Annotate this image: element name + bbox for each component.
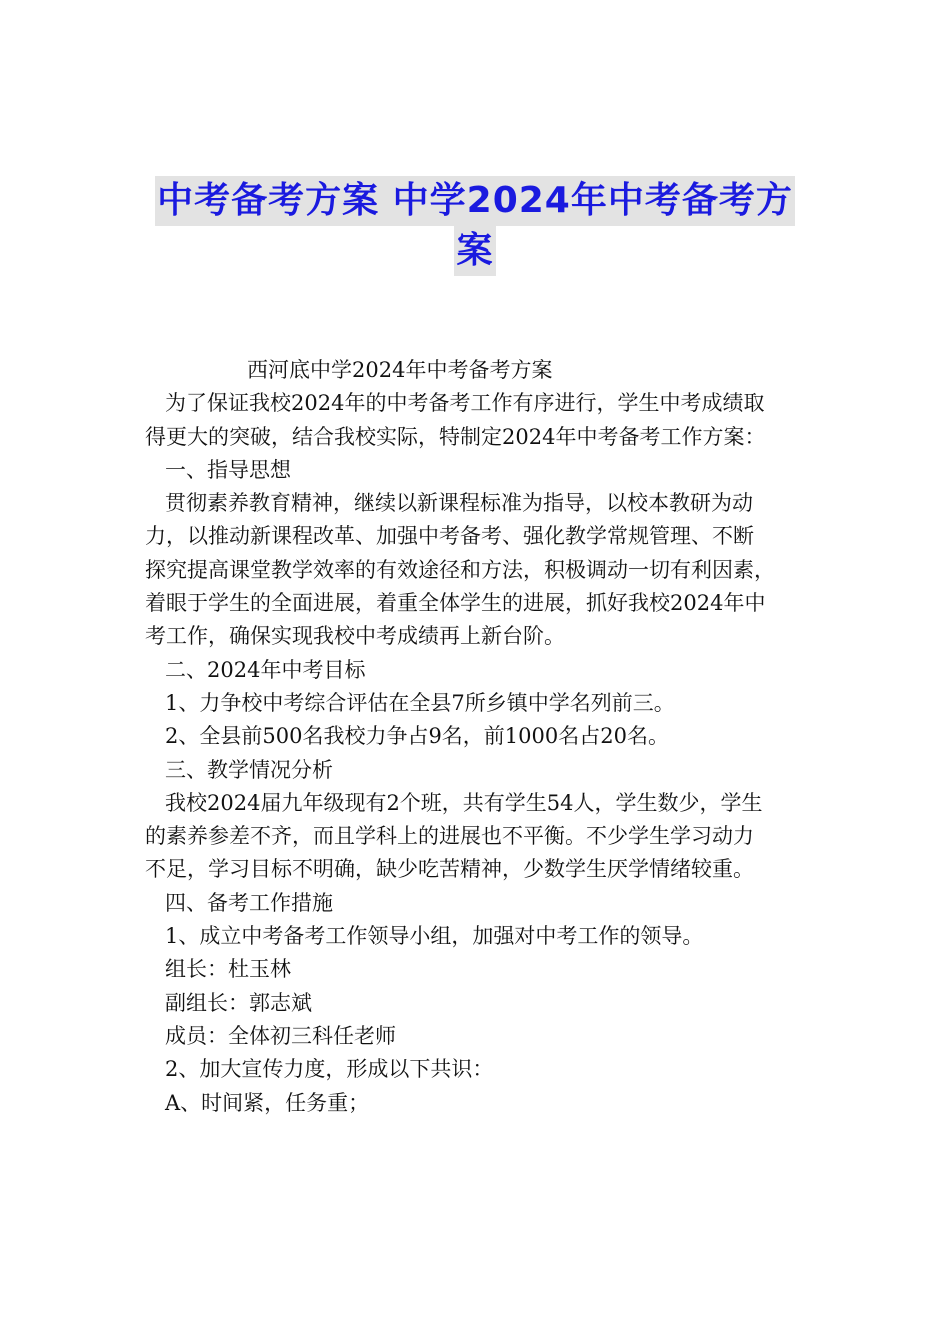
document-body [145, 354, 825, 1120]
paragraph-line: 二、2024年中考目标 [165, 657, 366, 682]
paragraph-line: 三、教学情况分析 [165, 757, 333, 782]
paragraph-line: 西河底中学2024年中考备考方案 [247, 358, 553, 382]
paragraph-line: 着眼于学生的全面进展，着重全体学生的进展，抓好我校2024年中 [145, 591, 766, 616]
document-title [0, 176, 950, 276]
paragraph-line: 探究提高课堂教学效率的有效途径和方法，积极调动一切有利因素， [145, 557, 775, 582]
paragraph-line: 为了保证我校2024年的中考备考工作有序进行，学生中考成绩取 [165, 391, 765, 416]
paragraph-line: 一、指导思想 [165, 457, 291, 482]
title-line-2: 案 [454, 226, 495, 276]
paragraph-line: 贯彻素养教育精神，继续以新课程标准为指导，以校本教研为动 [165, 491, 753, 516]
paragraph-line: 2、加大宣传力度，形成以下共识： [165, 1057, 494, 1082]
paragraph-line: 2、全县前500名我校力争占9名，前1000名占20名。 [165, 724, 669, 749]
paragraph-line: 组长：杜玉林 [165, 957, 291, 982]
paragraph-line: A、时间紧，任务重； [165, 1090, 370, 1115]
paragraph-line: 成员：全体初三科任老师 [165, 1023, 396, 1048]
paragraph-line: 我校2024届九年级现有2个班，共有学生54人，学生数少，学生 [165, 790, 763, 815]
paragraph-line: 得更大的突破，结合我校实际，特制定2024年中考备考工作方案： [145, 424, 766, 449]
paragraph-line: 1、力争校中考综合评估在全县7所乡镇中学名列前三。 [165, 690, 675, 715]
paragraph-line: 四、备考工作措施 [165, 890, 333, 915]
title-line-1: 中考备考方案 中学2024年中考备考方 [155, 176, 795, 226]
paragraph-line: 1、成立中考备考工作领导小组，加强对中考工作的领导。 [165, 924, 704, 949]
paragraph-line: 不足，学习目标不明确，缺少吃苦精神，少数学生厌学情绪较重。 [145, 857, 754, 882]
paragraph-line: 考工作，确保实现我校中考成绩再上新台阶。 [145, 624, 565, 649]
paragraph-line: 副组长：郭志斌 [165, 990, 312, 1015]
paragraph-line: 的素养参差不齐，而且学科上的进展也不平衡。不少学生学习动力 [145, 824, 754, 849]
paragraph-line: 力，以推动新课程改革、加强中考备考、强化教学常规管理、不断 [145, 524, 754, 549]
